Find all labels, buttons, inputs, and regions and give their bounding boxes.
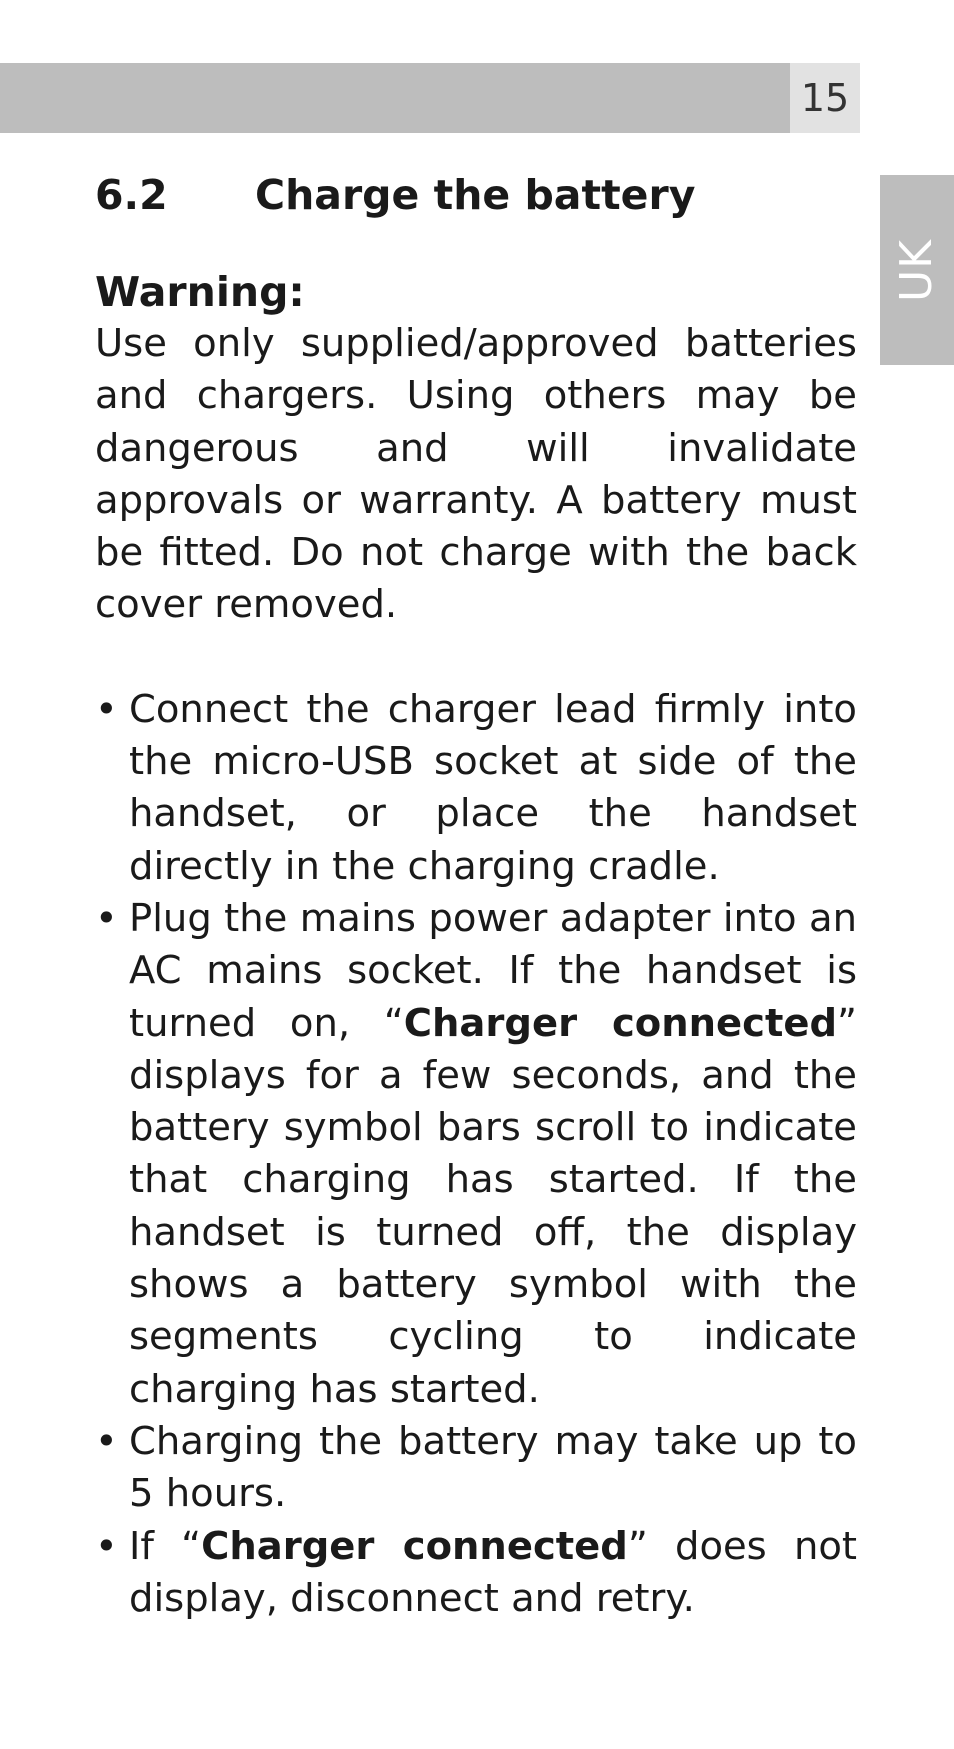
instruction-list: [95, 684, 857, 1625]
list-item-text-before: If “: [129, 1523, 202, 1569]
list-item-text-after: ” displays for a few seconds, and the battery symbol bars scroll to indicate that charging has started. If the handset is turned off, the display shows a battery symbol with the segments cycling to indicate charging has started.: [129, 1000, 857, 1412]
section-title: Charge the battery: [255, 171, 696, 219]
header-bar: [0, 63, 790, 133]
bullet-icon: •: [95, 686, 118, 732]
list-item-text-after: ” does not display, disconnect and retry.: [129, 1523, 858, 1621]
section-heading: [95, 168, 857, 222]
page-number: 15: [790, 63, 860, 133]
list-item-text-before: Plug the mains power adapter into an AC mains socket. If the handset is turned on, “: [129, 895, 857, 1046]
language-tab-label: UK: [891, 238, 943, 302]
warning-label: Warning:: [95, 268, 305, 316]
warning-text: Use only supplied/approved batteries and chargers. Using others may be dangerous and will invalidate approvals or warranty. A battery must be fitted. Do not charge with the back cover removed.: [95, 321, 857, 628]
list-item-text: Connect the charger lead firmly into the micro-USB socket at side of the handset, or place the handset directly in the charging cradle.: [129, 686, 857, 889]
bullet-icon: •: [95, 1418, 118, 1464]
list-item: [95, 1521, 857, 1626]
list-item: [95, 1416, 857, 1521]
list-item: [95, 684, 857, 893]
section-number: 6.2: [95, 171, 168, 219]
list-item: [95, 893, 857, 1416]
bullet-icon: •: [95, 1523, 118, 1569]
bullet-icon: •: [95, 895, 118, 941]
list-item-text: Charging the battery may take up to 5 hours.: [129, 1418, 857, 1517]
language-tab: [880, 175, 954, 365]
list-item-text-bold: Charger connected: [201, 1523, 628, 1569]
list-item-text-bold: Charger connected: [403, 1000, 838, 1046]
page-content: [95, 168, 857, 1625]
